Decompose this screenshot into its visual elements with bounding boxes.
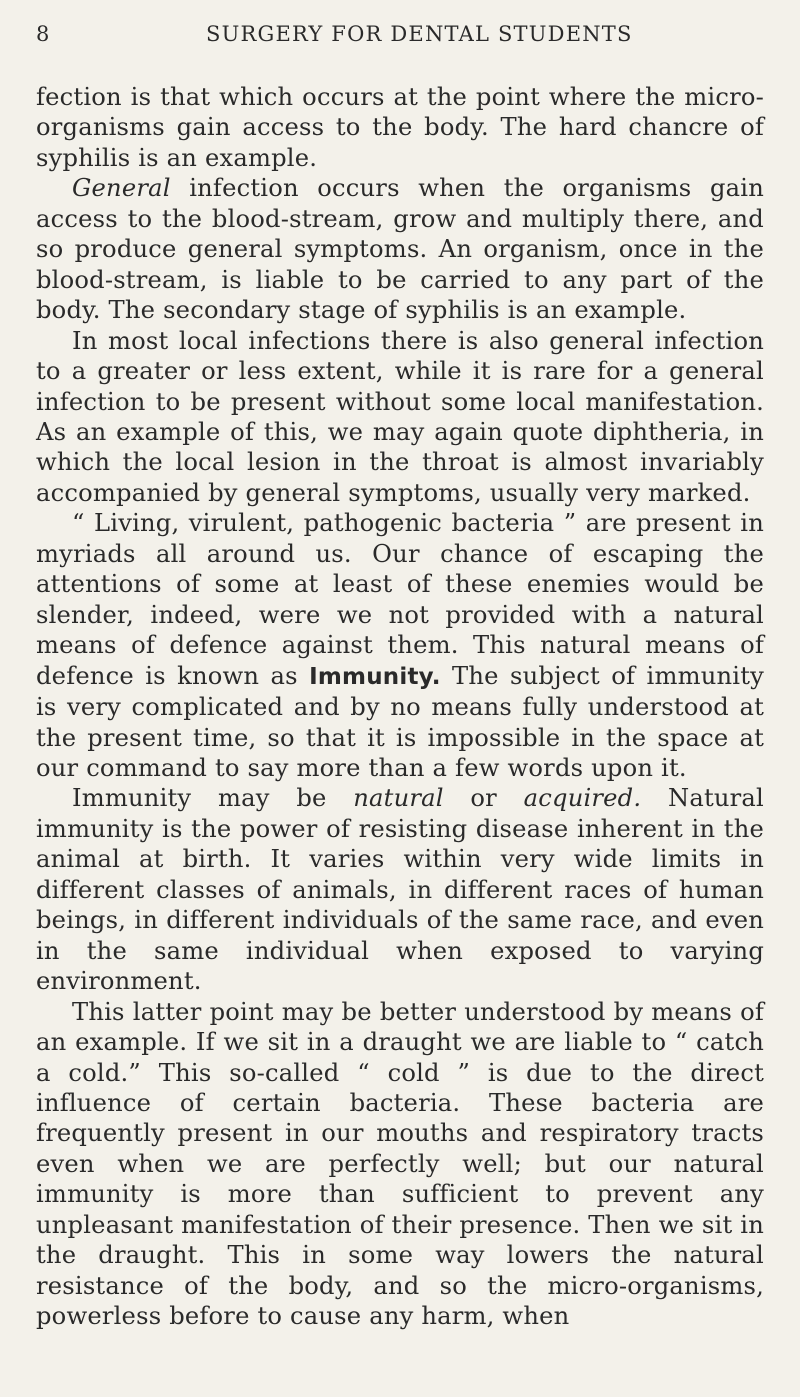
body-text <box>36 82 764 1332</box>
paragraph-5-italic-acquired: acquired. <box>523 784 642 813</box>
paragraph-4-text-before: “ Living, virulent, pathogenic bacteria ” are present in myriads all around us. Our chance of escaping the attentions of some at least of these enemies would be slender, indeed, were we not provided with a natural means of defence against them. This natural means of defence is known as <box>36 509 764 690</box>
paragraph-4-bold-term: Immunity. <box>309 663 441 690</box>
page-number: 8 <box>36 22 51 46</box>
paragraph-2 <box>36 173 764 325</box>
paragraph-4-text-after: The subject of immunity is very complicated and by no means fully understood at the present time, so that it is impossible in the space at our command to say more than a few words upon it. <box>36 661 764 782</box>
paragraph-5-italic-natural: natural <box>353 784 444 813</box>
paragraph-6 <box>36 997 764 1332</box>
paragraph-5-text-after: Natural immunity is the power of resisting disease inherent in the animal at birth. It varies within very wide limits in different classes of animals, in different races of human beings, in different individuals of the same race, and even in the same individual when exposed to varying environment. <box>36 784 764 996</box>
paragraph-3-text: In most local infections there is also general infection to a greater or less extent, while it is rare for a general infection to be present without some local manifestation. As an example of this, we may again quote diphtheria, in which the local lesion in the throat is almost invariably accompanied by general symptoms, usually very marked. <box>36 326 764 507</box>
running-head <box>36 22 764 56</box>
paragraph-3 <box>36 326 764 509</box>
paragraph-4 <box>36 508 764 783</box>
paragraph-5 <box>36 783 764 996</box>
paragraph-5-text-before: Immunity may be <box>72 784 354 813</box>
running-title: SURGERY FOR DENTAL STUDENTS <box>206 22 633 46</box>
paragraph-2-text: infection occurs when the organisms gain access to the blood-stream, grow and multiply there, and so produce general symptoms. An organism, once in the blood-stream, is liable to be carried to any part of the body. The secondary stage of syphilis is an example. <box>36 174 764 325</box>
paragraph-1-text: fection is that which occurs at the point where the micro-organisms gain access to the body. The hard chancre of syphilis is an example. <box>36 83 764 172</box>
paragraph-1 <box>36 82 764 173</box>
paragraph-2-italic-term: General <box>72 174 171 203</box>
paragraph-6-text: This latter point may be better understood by means of an example. If we sit in a draught we are liable to “ catch a cold.” This so-called “ cold ” is due to the direct influence of certain bacteria. These bacteria are frequently present in our mouths and respiratory tracts even when we are perfectly well; but our natural immunity is more than sufficient to prevent any unpleasant manifestation of their presence. Then we sit in the draught. This in some way lowers the natural resistance of the body, and so the micro-organisms, powerless before to cause any harm, when <box>36 997 764 1331</box>
paragraph-5-text-middle: or <box>443 784 524 813</box>
